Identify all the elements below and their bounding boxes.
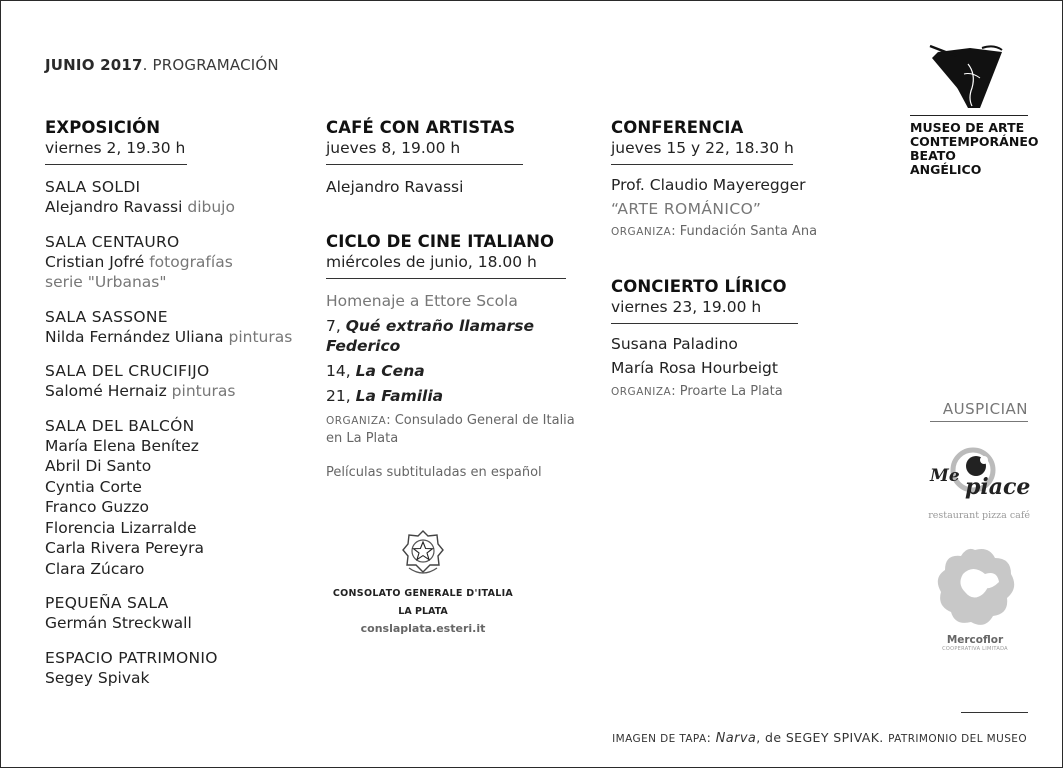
cafe-cine-column <box>326 118 591 482</box>
conferencia-title: CONFERENCIA <box>611 118 744 137</box>
footer-label: IMAGEN DE TAPA <box>612 733 707 745</box>
consulate-url: conslaplata.esteri.it <box>360 622 486 635</box>
artist-name: Clara Zúcaro <box>45 559 145 578</box>
org-value: : Consulado General de Italia en La Plata <box>326 413 575 446</box>
mepiace-piace: piace <box>965 474 1031 500</box>
film-item <box>326 361 591 381</box>
cafe-title: CAFÉ CON ARTISTAS <box>326 118 516 137</box>
film-day: 21, <box>326 387 356 405</box>
hall-artist-line <box>45 252 315 273</box>
footer-rule <box>961 712 1028 713</box>
performer-name: Susana Paladino <box>611 335 738 353</box>
cafe-date: jueves 8, 19.00 h <box>326 139 461 157</box>
exposicion-rule <box>45 164 187 165</box>
header-month: JUNIO 2017 <box>45 56 143 74</box>
exposicion-column <box>45 118 315 702</box>
mercoflor-name: Mercoflor <box>946 634 1004 646</box>
concierto-date: viernes 23, 19.00 h <box>611 298 762 316</box>
sponsors-label: AUSPICIAN <box>942 400 1028 418</box>
footer-owner: PATRIMONIO DEL MUSEO <box>888 733 1027 745</box>
cine-date: miércoles de junio, 18.00 h <box>326 252 537 271</box>
sala-soldi <box>45 177 315 218</box>
technique: pinturas <box>223 327 293 346</box>
artist-name: Segey Spivak <box>45 668 150 687</box>
artist-name: Franco Guzzo <box>45 498 150 516</box>
italy-emblem-icon <box>401 528 445 578</box>
conferencia-date: jueves 15 y 22, 18.30 h <box>611 139 794 157</box>
mepiace-tagline: restaurant pizza café <box>928 510 1030 521</box>
cafe-artist: Alejandro Ravassi <box>326 178 464 196</box>
hall-name: ESPACIO PATRIMONIO <box>45 648 218 667</box>
museum-emblem-icon <box>910 44 1028 110</box>
footer-colon: : <box>706 730 716 745</box>
conferencia-speaker: Prof. Claudio Mayeregger <box>611 176 806 194</box>
hall-name: SALA SOLDI <box>45 178 141 196</box>
hall-name: SALA CENTAURO <box>45 232 180 251</box>
artist-name: Salomé Hernaiz <box>45 382 167 400</box>
conferencia-rule <box>611 164 793 165</box>
artist-name: María Elena Benítez <box>45 436 199 455</box>
artist-name: Germán Streckwall <box>45 614 192 632</box>
technique: fotografías <box>144 252 233 271</box>
cine-rule <box>326 278 566 279</box>
concierto-organizer <box>611 383 871 401</box>
hall-name: SALA DEL CRUCIFIJO <box>45 362 210 380</box>
program-header <box>45 56 279 74</box>
artist-name: Nilda Fernández Uliana <box>45 327 224 346</box>
hall-artist-line <box>45 327 315 348</box>
technique: dibujo <box>182 198 235 216</box>
hall-name: SALA SASSONE <box>45 307 168 326</box>
exposicion-title: EXPOSICIÓN <box>45 118 161 137</box>
artist-name: Alejandro Ravassi <box>45 198 183 216</box>
mercoflor-logo <box>930 544 1020 652</box>
org-value: : Fundación Santa Ana <box>671 224 818 239</box>
concierto-title: CONCIERTO LÍRICO <box>611 277 787 296</box>
museum-name-line3: BEATO ANGÉLICO <box>910 148 982 177</box>
film-title: La Familia <box>355 387 444 405</box>
museum-name-line2: CONTEMPORÁNEO <box>910 134 1039 149</box>
consulate-city: LA PLATA <box>398 606 448 617</box>
conferencia-concierto-column <box>611 118 871 401</box>
sponsors-block <box>930 400 1028 422</box>
film-item <box>326 386 591 406</box>
sala-centauro <box>45 232 315 293</box>
series-name: serie "Urbanas" <box>45 273 167 291</box>
artist-name: Abril Di Santo <box>45 457 152 475</box>
mepiace-logo <box>918 440 1030 526</box>
museum-name-line1: MUSEO DE ARTE <box>910 120 1025 135</box>
cine-homage: Homenaje a Ettore Scola <box>326 291 518 310</box>
film-item <box>326 316 591 356</box>
cine-organizer <box>326 412 591 448</box>
footer-by: , de SEGEY SPIVAK. <box>756 730 889 745</box>
consulate-block <box>325 528 521 635</box>
sala-sassone <box>45 307 315 348</box>
sala-del-balcon <box>45 416 315 580</box>
conferencia-topic: “ARTE ROMÁNICO” <box>611 199 762 218</box>
org-value: : Proarte La Plata <box>671 384 783 399</box>
cine-title: CICLO DE CINE ITALIANO <box>326 231 555 251</box>
sala-del-crucifijo <box>45 361 315 402</box>
hall-name: SALA DEL BALCÓN <box>45 416 195 435</box>
hall-artist-line <box>45 381 315 402</box>
concierto-rule <box>611 323 798 324</box>
museum-logo-rule <box>910 115 1028 116</box>
film-title: Qué extraño llamarse Federico <box>326 317 535 355</box>
performer-name: María Rosa Hourbeigt <box>611 358 778 377</box>
hall-artist-line <box>45 197 315 218</box>
espacio-patrimonio <box>45 648 315 689</box>
film-title: La Cena <box>355 362 425 380</box>
subtitles-note: Películas subtituladas en español <box>326 465 542 480</box>
org-label: ORGANIZA <box>326 415 387 427</box>
artist-name: Cristian Jofré <box>45 252 145 271</box>
pequena-sala <box>45 593 315 634</box>
mepiace-me: Me <box>930 466 960 486</box>
artist-name: Florencia Lizarralde <box>45 518 197 537</box>
cafe-rule <box>326 164 523 165</box>
museum-logo <box>910 44 1039 177</box>
exposicion-date: viernes 2, 19.30 h <box>45 139 186 157</box>
header-subtitle: . PROGRAMACIÓN <box>142 56 279 74</box>
artist-name: Cyntia Corte <box>45 477 142 496</box>
film-day: 7, <box>326 317 346 335</box>
org-label: ORGANIZA <box>611 226 672 238</box>
cover-credit <box>612 730 1027 746</box>
sponsors-rule <box>930 421 1028 422</box>
consulate-name: CONSOLATO GENERALE D'ITALIA <box>332 588 514 599</box>
artist-name: Carla Rivera Pereyra <box>45 539 204 557</box>
conferencia-organizer <box>611 223 871 241</box>
mercoflor-flower-icon <box>933 544 1017 634</box>
footer-work: Narva <box>715 731 757 746</box>
hall-name: PEQUEÑA SALA <box>45 594 169 612</box>
film-day: 14, <box>326 362 356 380</box>
mercoflor-sub: COOPERATIVA LIMITADA <box>942 646 1008 652</box>
org-label: ORGANIZA <box>611 386 672 398</box>
technique: pinturas <box>166 382 236 400</box>
